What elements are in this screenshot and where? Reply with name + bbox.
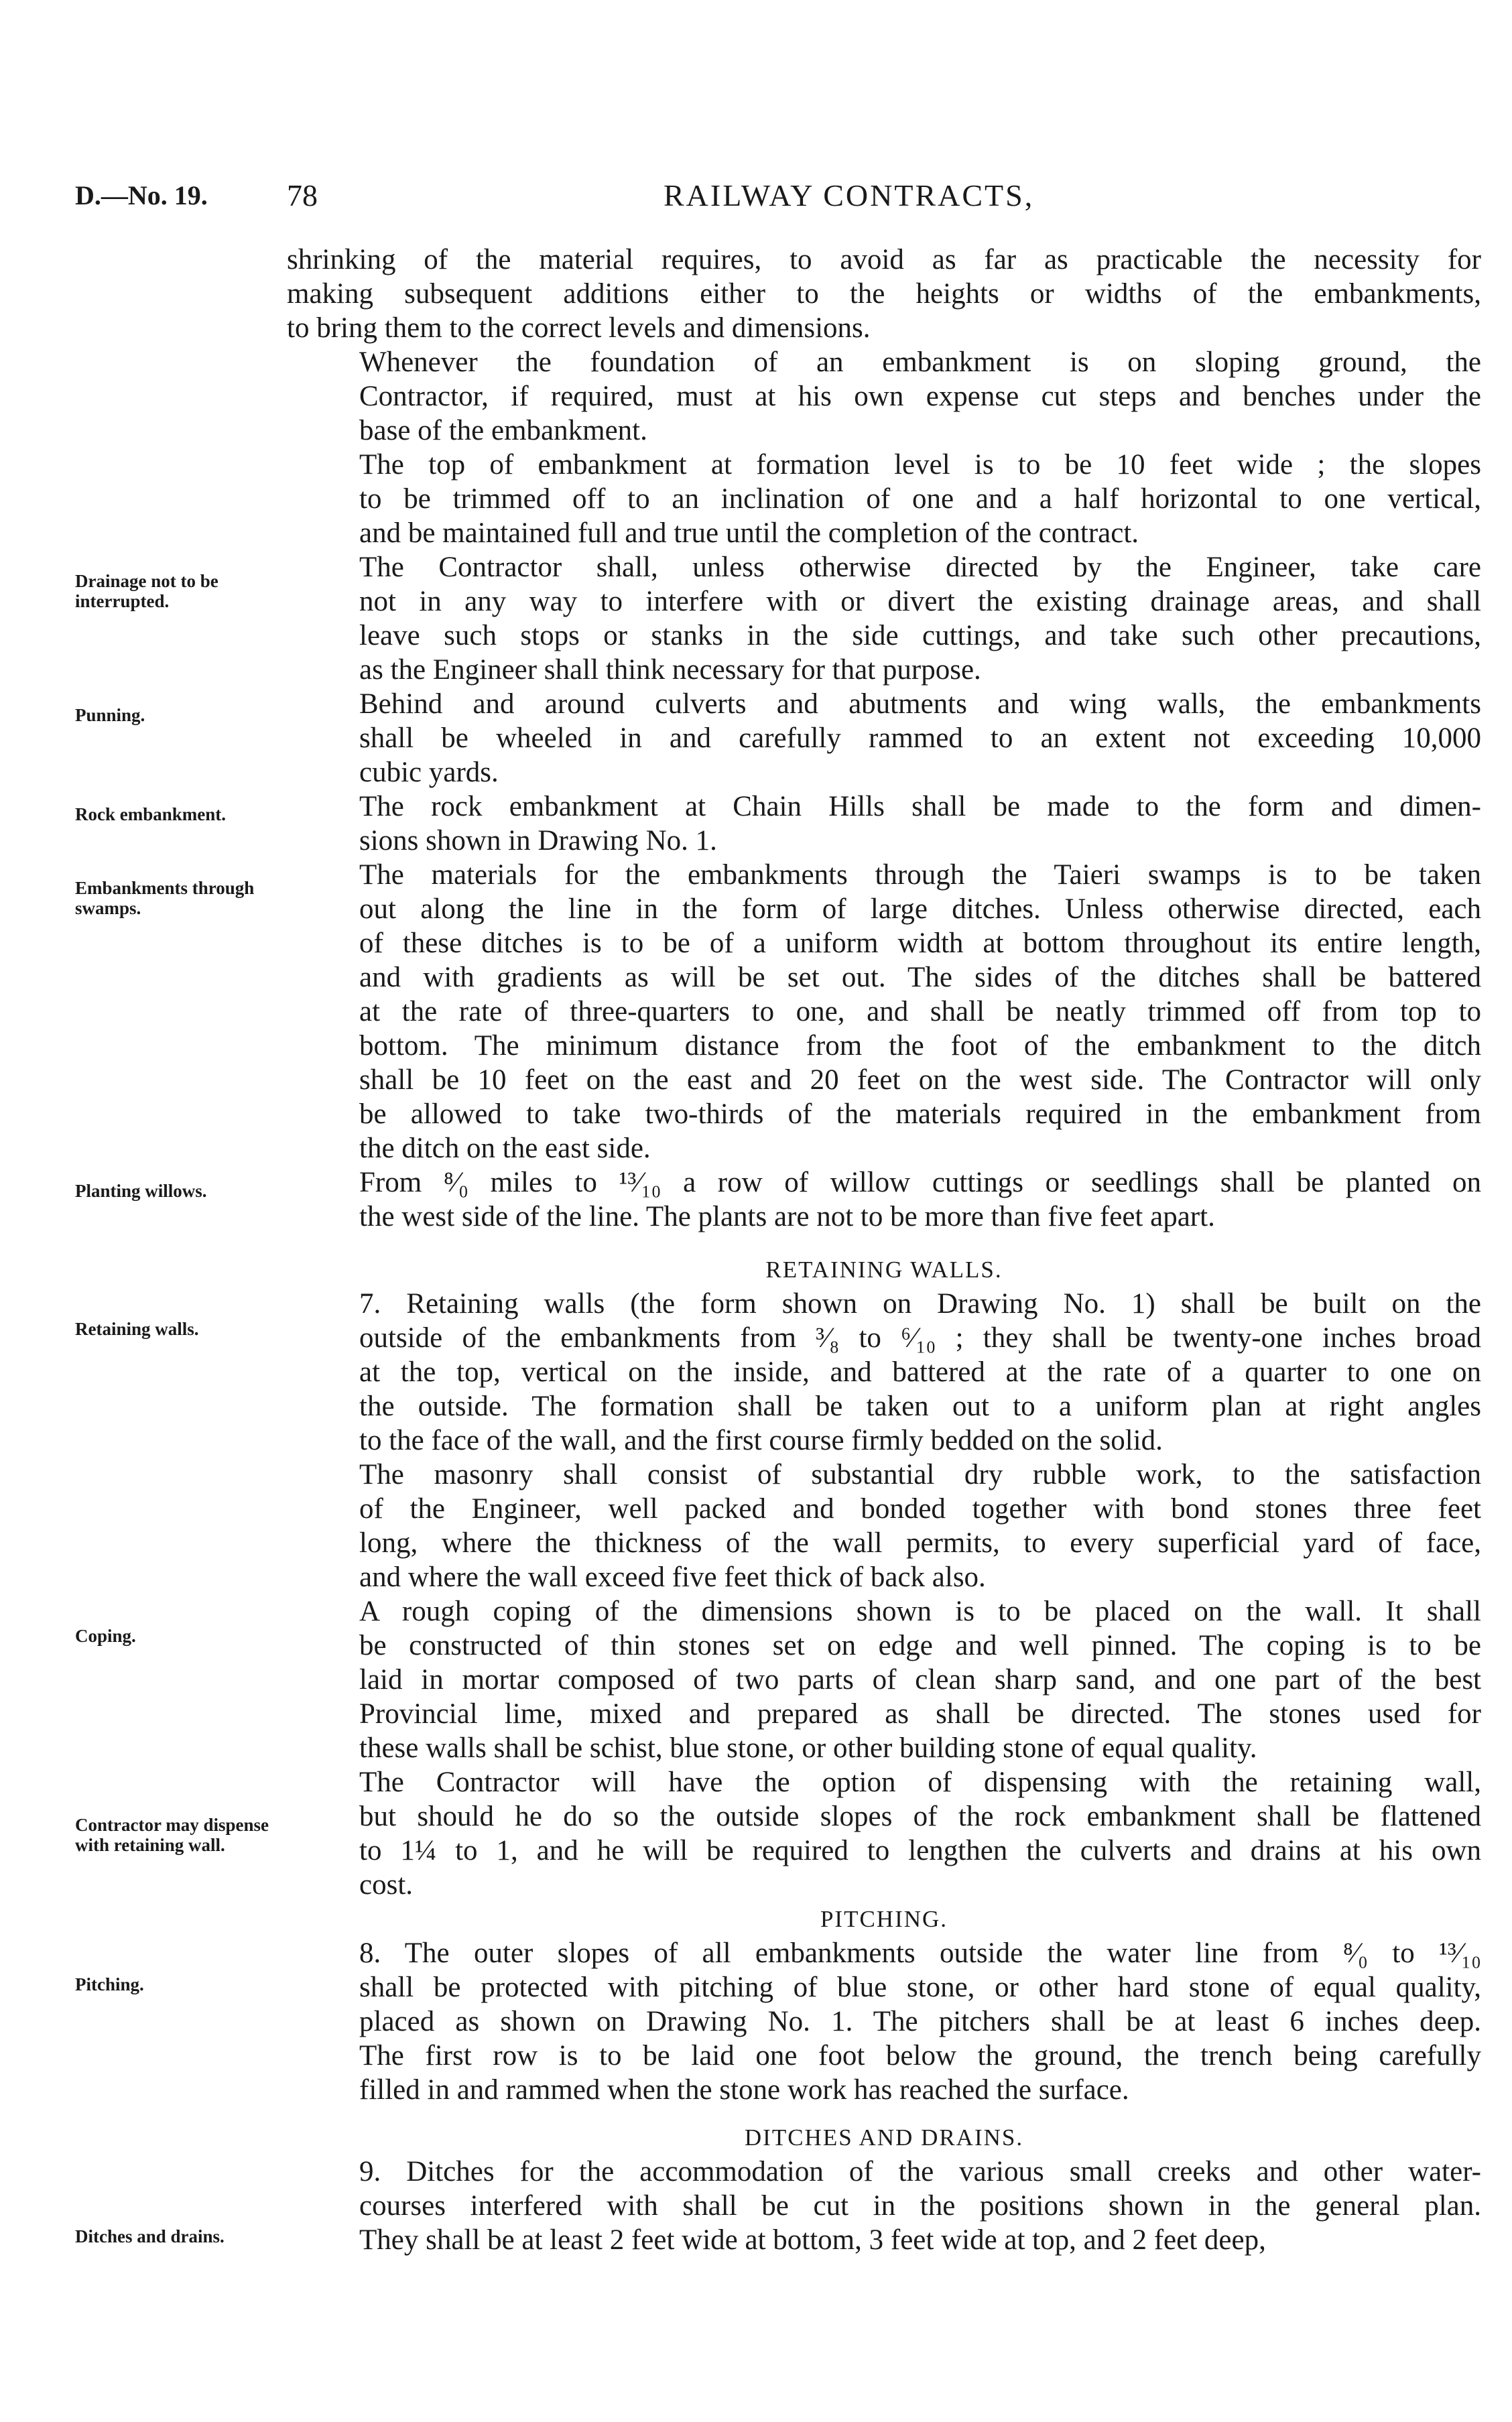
- paragraph: [287, 1765, 1481, 1902]
- paragraph: [287, 1594, 1481, 1765]
- margin-note-pitching: Pitching.: [75, 1974, 144, 1994]
- text-line: not in any way to interfere with or divert the existing drainage areas, and shall: [359, 586, 1481, 617]
- text-line: 7. Retaining walls (the form shown on Drawing No. 1) shall be built on the: [359, 1288, 1481, 1320]
- paragraph: [287, 345, 1481, 448]
- text-line: The Contractor will have the option of dispensing with the retaining wall,: [359, 1767, 1481, 1798]
- margin-note-retaining-walls: Retaining walls.: [75, 1319, 199, 1339]
- paragraph: [287, 550, 1481, 687]
- text-line: and with gradients as will be set out. The sides of the ditches shall be battered: [359, 962, 1481, 993]
- text-line: 9. Ditches for the accommodation of the various small creeks and other water-: [359, 2156, 1481, 2187]
- text-line: shall be wheeled in and carefully rammed to an extent not exceeding 10,000: [359, 722, 1481, 754]
- text-line: courses interfered with shall be cut in the positions shown in the general plan.: [359, 2190, 1481, 2222]
- paragraph: [287, 1287, 1481, 1458]
- text-line: to 1¼ to 1, and he will be required to lengthen the culverts and drains at his own: [359, 1835, 1481, 1866]
- text-line: They shall be at least 2 feet wide at bottom, 3 feet wide at top, and 2 feet deep,: [359, 2224, 1266, 2256]
- text-line: The materials for the embankments through the Taieri swamps is to be taken: [359, 859, 1481, 891]
- text-line: A rough coping of the dimensions shown is to be placed on the wall. It shall: [359, 1596, 1481, 1627]
- text-line: 8. The outer slopes of all embankments outside the water line from ⁸⁄₀ to ¹³⁄₁₀: [359, 1937, 1481, 1969]
- text-line: to be trimmed off to an inclination of one and a half horizontal to one vertical,: [359, 483, 1481, 515]
- paragraph: [287, 1458, 1481, 1594]
- text-line: shall be 10 feet on the east and 20 feet on the west side. The Contractor will only: [359, 1064, 1481, 1096]
- text-line: From ⁸⁄₀ miles to ¹³⁄₁₀ a row of willow cuttings or seedlings shall be planted on: [359, 1167, 1481, 1198]
- text-line: the west side of the line. The plants are not to be more than five feet apart.: [359, 1201, 1215, 1232]
- text-line: The top of embankment at formation level is to be 10 feet wide ; the slopes: [359, 449, 1481, 481]
- text-line: The rock embankment at Chain Hills shall be made to the form and dimen-: [359, 791, 1481, 822]
- text-line: of the Engineer, well packed and bonded together with bond stones three feet: [359, 1493, 1481, 1525]
- text-line: at the rate of three-quarters to one, and shall be neatly trimmed off from top to: [359, 996, 1481, 1027]
- text-line: and where the wall exceed five feet thick of back also.: [359, 1561, 986, 1593]
- document-reference: D.—No. 19.: [75, 180, 208, 210]
- text-line: The first row is to be laid one foot below the ground, the trench being carefully: [359, 2040, 1481, 2072]
- margin-note-rock-embankment: Rock embankment.: [75, 804, 227, 824]
- paragraph: [287, 1936, 1481, 2107]
- text-line: Whenever the foundation of an embankment is on sloping ground, the: [359, 346, 1481, 378]
- text-line: the ditch on the east side.: [359, 1133, 651, 1164]
- text-line: these walls shall be schist, blue stone, or other building stone of equal quality.: [359, 1732, 1257, 1764]
- paragraph: [287, 243, 1481, 345]
- text-line: The masonry shall consist of substantial dry rubble work, to the satisfaction: [359, 1459, 1481, 1490]
- text-line: leave such stops or stanks in the side cuttings, and take such other precautions,: [359, 620, 1481, 651]
- text-line: The Contractor shall, unless otherwise directed by the Engineer, take care: [359, 552, 1481, 583]
- text-line: Behind and around culverts and abutments and wing walls, the embankments: [359, 688, 1481, 720]
- text-line: Provincial lime, mixed and prepared as shall be directed. The stones used for: [359, 1698, 1481, 1730]
- running-title: RAILWAY CONTRACTS,: [664, 178, 1035, 212]
- paragraph: [287, 1165, 1481, 1234]
- text-line: be allowed to take two-thirds of the materials required in the embankment from: [359, 1098, 1481, 1130]
- text-line: base of the embankment.: [359, 415, 647, 446]
- text-line: shrinking of the material requires, to avoid as far as practicable the necessity for: [287, 244, 1481, 275]
- text-line: Contractor, if required, must at his own expense cut steps and benches under the: [359, 381, 1481, 412]
- section-heading-retaining-walls: RETAINING WALLS.: [765, 1257, 1003, 1283]
- text-line: filled in and rammed when the stone work has reached the surface.: [359, 2074, 1129, 2106]
- text-line: laid in mortar composed of two parts of clean sharp sand, and one part of the best: [359, 1664, 1481, 1696]
- text-line: cubic yards.: [359, 757, 499, 788]
- text-line: cost.: [359, 1869, 414, 1901]
- text-line: making subsequent additions either to the heights or widths of the embankments,: [287, 278, 1481, 310]
- margin-note-drainage: Drainage not to be interrupted.: [75, 571, 218, 611]
- text-line: bottom. The minimum distance from the foot of the embankment to the ditch: [359, 1030, 1481, 1062]
- paragraph: [287, 687, 1481, 789]
- paragraph: [287, 789, 1481, 858]
- text-line: and be maintained full and true until the completion of the contract.: [359, 517, 1139, 549]
- margin-note-willows: Planting willows.: [75, 1181, 207, 1201]
- text-line: as the Engineer shall think necessary for that purpose.: [359, 654, 981, 686]
- margin-note-swamps: Embankments through swamps.: [75, 878, 255, 918]
- text-line: shall be protected with pitching of blue stone, or other hard stone of equal quality,: [359, 1972, 1481, 2003]
- text-line: be constructed of thin stones set on edge and well pinned. The coping is to be: [359, 1630, 1481, 1661]
- section-heading-ditches: DITCHES AND DRAINS.: [744, 2124, 1024, 2151]
- text-line: to bring them to the correct levels and dimensions.: [287, 312, 871, 344]
- section-heading-pitching: PITCHING.: [820, 1906, 948, 1932]
- text-line: out along the line in the form of large ditches. Unless otherwise directed, each: [359, 893, 1481, 925]
- paragraph: [287, 2155, 1481, 2257]
- text-line: the outside. The formation shall be taken out to a uniform plan at right angles: [359, 1391, 1481, 1422]
- text-line: but should he do so the outside slopes of the rock embankment shall be flattened: [359, 1801, 1481, 1832]
- paragraph: [287, 858, 1481, 1165]
- text-line: of these ditches is to be of a uniform width at bottom throughout its entire length,: [359, 928, 1481, 959]
- margin-note-dispense: Contractor may dispense with retaining wall.: [75, 1815, 269, 1855]
- margin-note-punning: Punning.: [75, 705, 145, 725]
- body-text: [287, 243, 1481, 2257]
- text-line: long, where the thickness of the wall permits, to every superficial yard of face,: [359, 1527, 1481, 1559]
- text-line: at the top, vertical on the inside, and battered at the rate of a quarter to one on: [359, 1356, 1481, 1388]
- page-number: 78: [287, 178, 318, 212]
- text-line: sions shown in Drawing No. 1.: [359, 825, 717, 856]
- margin-note-ditches: Ditches and drains.: [75, 2226, 225, 2246]
- paragraph: [287, 448, 1481, 550]
- margin-note-coping: Coping.: [75, 1626, 136, 1646]
- text-line: to the face of the wall, and the first course firmly bedded on the solid.: [359, 1425, 1163, 1456]
- text-line: outside of the embankments from ³⁄₈ to ⁶⁄₁₀ ; they shall be twenty-one inches broad: [359, 1322, 1481, 1354]
- text-line: placed as shown on Drawing No. 1. The pitchers shall be at least 6 inches deep.: [359, 2006, 1481, 2037]
